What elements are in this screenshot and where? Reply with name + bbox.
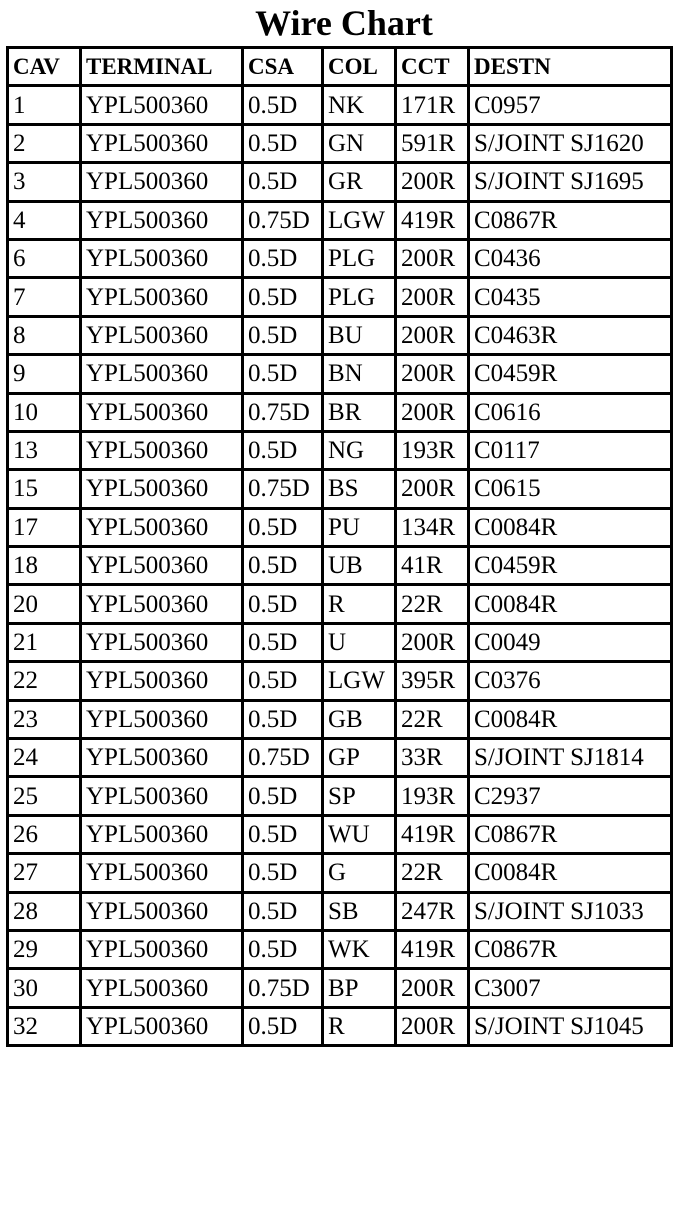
cell-col: BU <box>323 316 396 354</box>
cell-cct: 200R <box>396 239 469 277</box>
cell-terminal: YPL500360 <box>81 1007 243 1045</box>
cell-destn: C0459R <box>469 547 672 585</box>
cell-cav: 6 <box>8 239 81 277</box>
cell-destn: C0459R <box>469 355 672 393</box>
table-row <box>8 355 672 393</box>
cell-cct: 193R <box>396 431 469 469</box>
cell-terminal: YPL500360 <box>81 124 243 162</box>
table-row <box>8 547 672 585</box>
cell-destn: C0616 <box>469 393 672 431</box>
table-row <box>8 892 672 930</box>
cell-terminal: YPL500360 <box>81 700 243 738</box>
cell-cct: 171R <box>396 86 469 124</box>
cell-csa: 0.75D <box>243 739 323 777</box>
cell-csa: 0.5D <box>243 623 323 661</box>
cell-destn: S/JOINT SJ1045 <box>469 1007 672 1045</box>
cell-col: PLG <box>323 239 396 277</box>
cell-destn: C0376 <box>469 662 672 700</box>
table-row <box>8 163 672 201</box>
cell-terminal: YPL500360 <box>81 969 243 1007</box>
cell-terminal: YPL500360 <box>81 854 243 892</box>
cell-col: LGW <box>323 662 396 700</box>
cell-destn: C0957 <box>469 86 672 124</box>
cell-cct: 200R <box>396 1007 469 1045</box>
cell-destn: C0117 <box>469 431 672 469</box>
cell-terminal: YPL500360 <box>81 201 243 239</box>
cell-terminal: YPL500360 <box>81 431 243 469</box>
cell-terminal: YPL500360 <box>81 470 243 508</box>
cell-col: GR <box>323 163 396 201</box>
cell-cct: 41R <box>396 547 469 585</box>
cell-cct: 591R <box>396 124 469 162</box>
cell-destn: C0615 <box>469 470 672 508</box>
cell-cav: 30 <box>8 969 81 1007</box>
cell-col: PU <box>323 508 396 546</box>
cell-cav: 1 <box>8 86 81 124</box>
cell-cav: 26 <box>8 815 81 853</box>
cell-terminal: YPL500360 <box>81 278 243 316</box>
table-row <box>8 124 672 162</box>
cell-terminal: YPL500360 <box>81 163 243 201</box>
cell-col: BR <box>323 393 396 431</box>
cell-cav: 8 <box>8 316 81 354</box>
cell-col: GN <box>323 124 396 162</box>
cell-terminal: YPL500360 <box>81 547 243 585</box>
cell-col: LGW <box>323 201 396 239</box>
cell-col: SP <box>323 777 396 815</box>
cell-col: GP <box>323 739 396 777</box>
cell-csa: 0.75D <box>243 201 323 239</box>
cell-cav: 9 <box>8 355 81 393</box>
cell-terminal: YPL500360 <box>81 815 243 853</box>
cell-terminal: YPL500360 <box>81 623 243 661</box>
table-row <box>8 700 672 738</box>
cell-col: R <box>323 1007 396 1045</box>
cell-destn: C0049 <box>469 623 672 661</box>
cell-destn: C0084R <box>469 854 672 892</box>
cell-cav: 21 <box>8 623 81 661</box>
cell-cct: 22R <box>396 700 469 738</box>
cell-csa: 0.5D <box>243 1007 323 1045</box>
cell-terminal: YPL500360 <box>81 393 243 431</box>
column-header-cct: CCT <box>396 48 469 86</box>
cell-cav: 13 <box>8 431 81 469</box>
cell-csa: 0.5D <box>243 86 323 124</box>
cell-cct: 200R <box>396 470 469 508</box>
cell-cav: 24 <box>8 739 81 777</box>
cell-terminal: YPL500360 <box>81 739 243 777</box>
cell-csa: 0.5D <box>243 431 323 469</box>
cell-col: WK <box>323 930 396 968</box>
cell-terminal: YPL500360 <box>81 662 243 700</box>
cell-csa: 0.5D <box>243 508 323 546</box>
table-row <box>8 739 672 777</box>
cell-csa: 0.5D <box>243 585 323 623</box>
cell-col: R <box>323 585 396 623</box>
cell-cav: 10 <box>8 393 81 431</box>
table-row <box>8 585 672 623</box>
table-row <box>8 278 672 316</box>
cell-cct: 247R <box>396 892 469 930</box>
cell-cct: 33R <box>396 739 469 777</box>
cell-cct: 200R <box>396 316 469 354</box>
cell-col: SB <box>323 892 396 930</box>
cell-cct: 419R <box>396 815 469 853</box>
cell-cct: 200R <box>396 969 469 1007</box>
cell-cav: 27 <box>8 854 81 892</box>
cell-terminal: YPL500360 <box>81 777 243 815</box>
table-header-row <box>8 48 672 86</box>
cell-destn: C0867R <box>469 815 672 853</box>
cell-cav: 3 <box>8 163 81 201</box>
cell-cct: 193R <box>396 777 469 815</box>
cell-csa: 0.75D <box>243 470 323 508</box>
cell-csa: 0.5D <box>243 278 323 316</box>
column-header-col: COL <box>323 48 396 86</box>
table-row <box>8 854 672 892</box>
cell-terminal: YPL500360 <box>81 585 243 623</box>
cell-cav: 4 <box>8 201 81 239</box>
cell-destn: S/JOINT SJ1695 <box>469 163 672 201</box>
cell-csa: 0.5D <box>243 316 323 354</box>
table-row <box>8 86 672 124</box>
cell-cav: 28 <box>8 892 81 930</box>
cell-destn: C0084R <box>469 508 672 546</box>
cell-col: BP <box>323 969 396 1007</box>
table-row <box>8 969 672 1007</box>
cell-cct: 395R <box>396 662 469 700</box>
cell-destn: S/JOINT SJ1033 <box>469 892 672 930</box>
cell-csa: 0.5D <box>243 777 323 815</box>
cell-terminal: YPL500360 <box>81 86 243 124</box>
cell-csa: 0.5D <box>243 239 323 277</box>
table-row <box>8 815 672 853</box>
cell-csa: 0.75D <box>243 969 323 1007</box>
cell-csa: 0.5D <box>243 854 323 892</box>
column-header-csa: CSA <box>243 48 323 86</box>
cell-cct: 419R <box>396 930 469 968</box>
table-row <box>8 1007 672 1045</box>
cell-destn: C0867R <box>469 201 672 239</box>
cell-cct: 134R <box>396 508 469 546</box>
cell-destn: C0436 <box>469 239 672 277</box>
cell-cav: 22 <box>8 662 81 700</box>
cell-cav: 32 <box>8 1007 81 1045</box>
cell-col: GB <box>323 700 396 738</box>
cell-cav: 17 <box>8 508 81 546</box>
cell-csa: 0.75D <box>243 393 323 431</box>
cell-cav: 20 <box>8 585 81 623</box>
column-header-cav: CAV <box>8 48 81 86</box>
cell-col: UB <box>323 547 396 585</box>
cell-csa: 0.5D <box>243 662 323 700</box>
cell-col: NG <box>323 431 396 469</box>
table-row <box>8 201 672 239</box>
column-header-terminal: TERMINAL <box>81 48 243 86</box>
cell-csa: 0.5D <box>243 124 323 162</box>
cell-cct: 200R <box>396 393 469 431</box>
cell-cct: 200R <box>396 278 469 316</box>
table-row <box>8 930 672 968</box>
cell-destn: C2937 <box>469 777 672 815</box>
cell-destn: C0084R <box>469 700 672 738</box>
cell-col: BS <box>323 470 396 508</box>
cell-terminal: YPL500360 <box>81 930 243 968</box>
table-row <box>8 316 672 354</box>
cell-csa: 0.5D <box>243 930 323 968</box>
cell-csa: 0.5D <box>243 547 323 585</box>
cell-csa: 0.5D <box>243 815 323 853</box>
cell-csa: 0.5D <box>243 163 323 201</box>
table-row <box>8 508 672 546</box>
cell-destn: C0867R <box>469 930 672 968</box>
cell-cav: 23 <box>8 700 81 738</box>
page-title: Wire Chart <box>255 3 433 43</box>
cell-col: BN <box>323 355 396 393</box>
cell-terminal: YPL500360 <box>81 355 243 393</box>
cell-col: WU <box>323 815 396 853</box>
cell-destn: S/JOINT SJ1620 <box>469 124 672 162</box>
cell-cct: 22R <box>396 854 469 892</box>
cell-col: G <box>323 854 396 892</box>
table-row <box>8 431 672 469</box>
table-row <box>8 239 672 277</box>
cell-destn: S/JOINT SJ1814 <box>469 739 672 777</box>
cell-csa: 0.5D <box>243 700 323 738</box>
table-row <box>8 393 672 431</box>
cell-cct: 200R <box>396 623 469 661</box>
cell-cct: 200R <box>396 355 469 393</box>
cell-terminal: YPL500360 <box>81 508 243 546</box>
column-header-destn: DESTN <box>469 48 672 86</box>
cell-col: NK <box>323 86 396 124</box>
cell-csa: 0.5D <box>243 355 323 393</box>
cell-destn: C0463R <box>469 316 672 354</box>
table-row <box>8 623 672 661</box>
cell-col: U <box>323 623 396 661</box>
cell-col: PLG <box>323 278 396 316</box>
cell-terminal: YPL500360 <box>81 316 243 354</box>
cell-cav: 2 <box>8 124 81 162</box>
cell-terminal: YPL500360 <box>81 239 243 277</box>
cell-destn: C0084R <box>469 585 672 623</box>
wire-chart-table <box>6 46 673 1047</box>
cell-cav: 29 <box>8 930 81 968</box>
cell-csa: 0.5D <box>243 892 323 930</box>
cell-destn: C3007 <box>469 969 672 1007</box>
table-row <box>8 777 672 815</box>
cell-terminal: YPL500360 <box>81 892 243 930</box>
cell-cav: 15 <box>8 470 81 508</box>
cell-cct: 22R <box>396 585 469 623</box>
cell-cct: 200R <box>396 163 469 201</box>
cell-cav: 18 <box>8 547 81 585</box>
table-row <box>8 662 672 700</box>
cell-cct: 419R <box>396 201 469 239</box>
cell-destn: C0435 <box>469 278 672 316</box>
table-row <box>8 470 672 508</box>
table-body <box>8 86 672 1046</box>
cell-cav: 7 <box>8 278 81 316</box>
cell-cav: 25 <box>8 777 81 815</box>
